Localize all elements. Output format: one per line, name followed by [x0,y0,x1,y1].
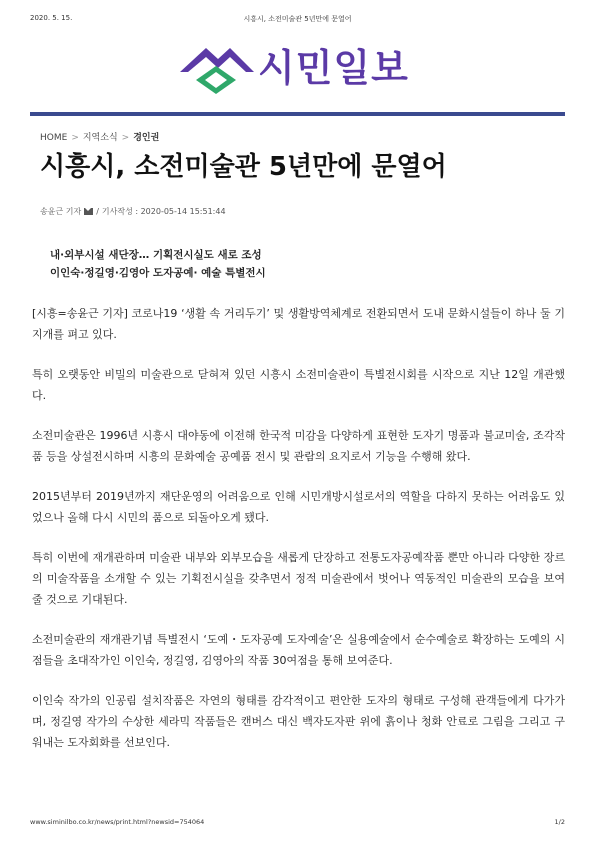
logo-text: 시민일보 [258,46,409,90]
article-paragraph: 특히 이번에 재개관하며 미술관 내부와 외부모습을 새롭게 단장하고 전통도자공예작품 뿐만 아니라 다양한 장르의 미술작품을 소개할 수 있는 기획전시실을 갖추면서 정적 미술관에서 벗어나 역동적인 미술관의 모습을 보여줄 것으로 기대된다. [32,551,565,606]
print-header [30,14,565,26]
article-paragraph: 2015년부터 2019년까지 재단운영의 어려움으로 인해 시민개방시설로서의 역할을 다하지 못하는 어려움도 있었으나 올해 다시 시민의 품으로 되돌아오게 됐다. [32,490,565,524]
print-date: 2020. 5. 15. [30,14,73,22]
page-number: 1/2 [554,818,565,826]
article-subheads [50,246,266,282]
header-divider [30,112,565,116]
breadcrumb-current[interactable]: 경인권 [133,133,160,143]
author-name: 송윤근 기자 [40,207,82,216]
byline [40,206,226,217]
print-url: www.siminilbo.co.kr/news/print.html?newsid=754064 [30,818,205,826]
article-paragraph: [시흥=송윤근 기자] 코로나19 ‘생활 속 거리두기’ 및 생활방역체계로 전환되면서 도내 문화시설들이 하나 둘 기지개를 펴고 있다. [32,307,565,341]
subhead-line: 이인숙·정길영·김영아 도자공예· 예술 특별전시 [50,267,266,279]
article-paragraph: 이인숙 작가의 인공림 설치작품은 자연의 형태를 감각적이고 편안한 도자의 형태로 구성해 관객들에게 다가가며, 정길영 작가의 수상한 세라믹 작품들은 캔버스 대신 백자도자판 위에 흙이나 청화 안료로 그림을 그리고 구워내는 도자회화를 선보인다. [32,694,565,749]
mail-icon[interactable] [84,208,93,215]
breadcrumb-section[interactable]: 지역소식 [82,133,118,143]
breadcrumb-home[interactable]: HOME [40,133,68,143]
article-paragraph: 소전미술관은 1996년 시흥시 대야동에 이전해 한국적 미감을 다양하게 표현한 도자기 명품과 불교미술, 조각작품 등을 상설전시하며 시흥의 문화예술 공예품 전시 및 관람의 요지로서 기능을 수행해 왔다. [32,429,565,463]
subhead-line: 내·외부시설 새단장… 기획전시실도 새로 조성 [50,249,262,261]
breadcrumb [40,130,159,143]
article-body [32,303,565,772]
article-paragraph: 소전미술관의 재개관기념 특별전시 ‘도예・도자공예 도자예술’은 실용예술에서 순수예술로 확장하는 도예의 시점들을 초대작가인 이인숙, 정길영, 김영아의 작품 30여점을 통해 보여준다. [32,633,565,667]
byline-separator: / [96,207,99,216]
written-datetime: 기사작성 : 2020-05-14 15:51:44 [101,207,226,216]
article-headline: 시흥시, 소전미술관 5년만에 문열어 [40,152,447,182]
article-paragraph: 특히 오랫동안 비밀의 미술관으로 닫혀져 있던 시흥시 소전미술관이 특별전시회를 시작으로 지난 12일 개관했다. [32,368,565,402]
print-doc-title: 시흥시, 소전미술관 5년만에 문열어 [243,15,352,23]
breadcrumb-separator: > [71,133,79,143]
breadcrumb-separator: > [121,133,130,143]
logo-mark-icon [178,42,256,96]
newspaper-logo[interactable] [0,42,595,98]
